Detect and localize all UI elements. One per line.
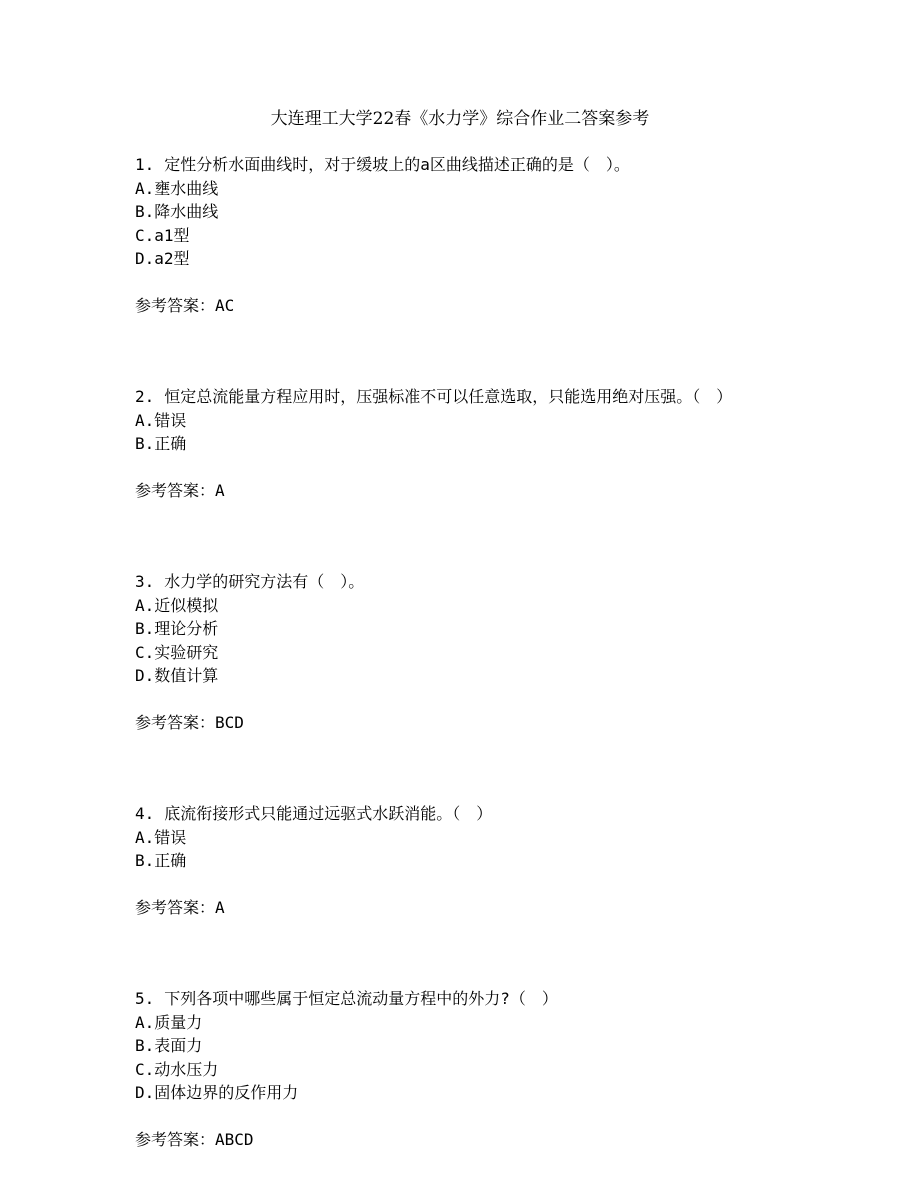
question-stem <box>135 385 785 409</box>
answer-value: ABCD <box>215 1130 254 1149</box>
question-number: 5. <box>135 989 155 1008</box>
question-stem <box>135 802 785 826</box>
option-c: C.实验研究 <box>135 642 219 662</box>
document-title: 大连理工大学22春《水力学》综合作业二答案参考 <box>270 109 650 129</box>
answer-value: A <box>215 898 225 917</box>
answer-label: 参考答案： <box>135 898 216 917</box>
question-1 <box>135 153 785 318</box>
option-a: A.近似模拟 <box>135 595 219 615</box>
question-stem <box>135 153 785 177</box>
question-number: 3. <box>135 572 155 591</box>
option-a: A.错误 <box>135 827 187 847</box>
answer-line <box>135 896 785 920</box>
option-c: C.a1型 <box>135 225 190 245</box>
answer-value: BCD <box>215 713 244 732</box>
question-stem <box>135 570 785 594</box>
question-text: 水力学的研究方法有（ ）。 <box>164 572 365 591</box>
question-5 <box>135 987 785 1152</box>
question-2 <box>135 385 785 503</box>
option-a: A.质量力 <box>135 1012 203 1032</box>
option-b: B.理论分析 <box>135 619 219 638</box>
answer-label: 参考答案： <box>135 296 216 315</box>
question-stem <box>135 987 785 1011</box>
option-b: B.降水曲线 <box>135 202 219 221</box>
question-number: 2. <box>135 387 155 406</box>
option-a: A.错误 <box>135 410 187 430</box>
answer-value: A <box>215 481 225 500</box>
option-b: B.表面力 <box>135 1036 203 1055</box>
question-3 <box>135 570 785 735</box>
answer-label: 参考答案： <box>135 1130 216 1149</box>
option-d: D.固体边界的反作用力 <box>135 1083 299 1102</box>
answer-label: 参考答案： <box>135 713 216 732</box>
answer-line <box>135 294 785 318</box>
option-d: D.数值计算 <box>135 666 219 685</box>
answer-line <box>135 711 785 735</box>
answer-line <box>135 1128 785 1152</box>
question-number: 4. <box>135 804 155 823</box>
question-list <box>135 153 785 1175</box>
question-number: 1. <box>135 155 155 174</box>
option-a: A.壅水曲线 <box>135 178 219 198</box>
option-d: D.a2型 <box>135 249 190 268</box>
question-text: 下列各项中哪些属于恒定总流动量方程中的外力?（ ） <box>164 989 558 1008</box>
option-c: C.动水压力 <box>135 1059 219 1079</box>
answer-line <box>135 479 785 503</box>
question-text: 底流衔接形式只能通过远驱式水跃消能。（ ） <box>164 804 493 823</box>
question-text: 定性分析水面曲线时，对于缓坡上的a区曲线描述正确的是（ ）。 <box>164 155 630 174</box>
question-4 <box>135 802 785 920</box>
option-b: B.正确 <box>135 434 187 453</box>
answer-label: 参考答案： <box>135 481 216 500</box>
answer-value: AC <box>215 296 235 315</box>
question-text: 恒定总流能量方程应用时，压强标准不可以任意选取，只能选用绝对压强。（ ） <box>164 387 733 406</box>
option-b: B.正确 <box>135 851 187 870</box>
